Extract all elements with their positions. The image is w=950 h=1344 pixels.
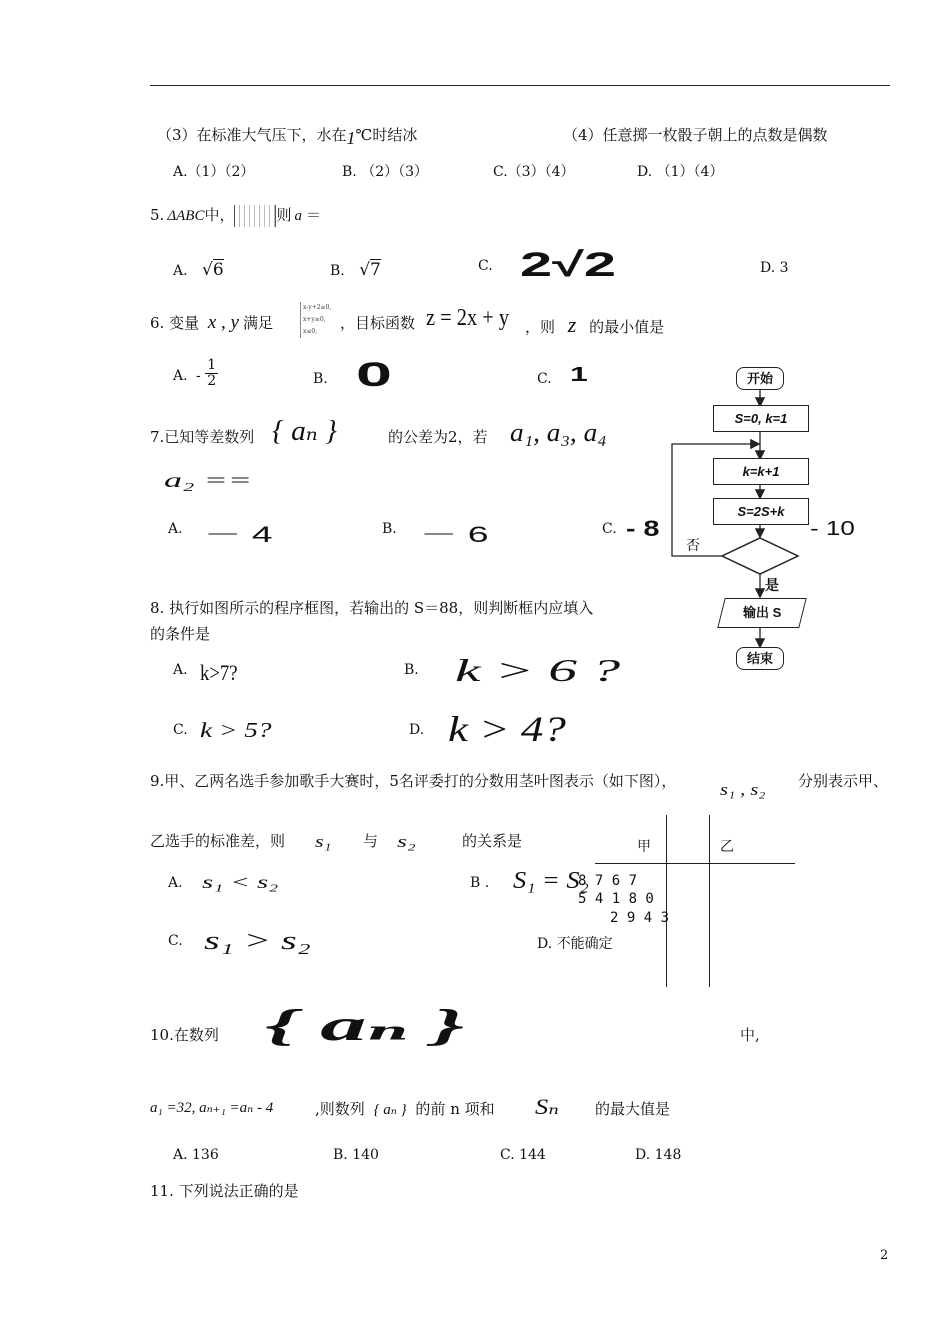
q6-z: z — [567, 312, 577, 337]
q8-line1: 8. 执行如图所示的程序框图，若输出的 S＝88，则判断框内应填入 — [150, 599, 594, 617]
q7-terms — [510, 418, 607, 448]
q6-prefix: 6. 变量 — [150, 314, 200, 332]
q7-option-b-value — [420, 518, 489, 549]
q4-item3-suffix: ℃时结冰 — [355, 126, 418, 144]
q7-sequence-text: { aₙ } — [272, 416, 337, 447]
q8-option-b-text: k > 6 ? — [455, 652, 621, 688]
q10-suffix: 中, — [740, 1026, 760, 1044]
q7-option-c-label: C. — [602, 521, 617, 537]
q8-option-d-value — [448, 708, 566, 750]
flow-output-text: 输出 S — [742, 605, 782, 620]
q5-option-a-label: A. — [173, 263, 188, 279]
sqrt-icon: √ — [359, 260, 371, 280]
stem-row-3: 2 9 4 3 — [610, 910, 670, 926]
q8-option-c-text: k > 5? — [200, 718, 272, 742]
q7-option-c-value — [626, 516, 660, 542]
q7-option-b-label: B. — [382, 521, 397, 537]
q7-line2-text: a₂ == — [164, 470, 253, 492]
q9-option-a-label: A. — [168, 875, 183, 891]
q10-line2-mid2: 的前 n 项和 — [415, 1100, 495, 1118]
q9-s1-text: s₁ — [315, 832, 332, 851]
q6-constraints — [300, 302, 331, 338]
q6-constraint-2: x+y≥0, — [303, 316, 326, 323]
q6-option-a-num: 1 — [207, 357, 217, 373]
q10-sequence — [265, 1000, 465, 1051]
q9-option-b-label: B . — [470, 875, 490, 891]
stem-header-rule — [595, 863, 795, 864]
q10-sn — [535, 1094, 559, 1120]
q9-option-a-text: s₁ < s₂ — [202, 872, 279, 892]
q6-option-a-sign: - — [196, 367, 201, 384]
q4-option-a: A.（1）（2） — [173, 164, 255, 180]
q7-option-d-value — [810, 518, 855, 541]
q10-line2-end: 的最大值是 — [595, 1100, 671, 1118]
q6-option-b-text: 0 — [356, 356, 392, 394]
q6-option-a-den: 2 — [207, 373, 217, 390]
q9-s-pair — [720, 780, 766, 800]
q7-terms-text: a₁, a₃, a₄ — [510, 418, 607, 447]
flow-yes-label: 是 — [765, 578, 779, 594]
q6-option-c-text: 1 — [570, 364, 588, 386]
q9-option-c-text: s₁ > s₂ — [204, 926, 311, 955]
q8-option-b-label: B. — [404, 662, 419, 678]
q10-option-d: D. 148 — [635, 1147, 682, 1163]
q4-option-c: C.（3）（4） — [493, 164, 575, 180]
q10-sn-text: Sₙ — [535, 1094, 559, 1119]
q6-stem — [150, 312, 273, 334]
q5-option-b — [330, 260, 381, 280]
q9-option-a-value — [202, 872, 279, 893]
q9-line2-end: 的关系是 — [462, 832, 523, 850]
q8-line2: 的条件是 — [150, 625, 211, 643]
q5-option-a-value: 6 — [212, 260, 224, 280]
q5-option-b-value: 7 — [370, 260, 381, 280]
stem-head-right: 乙 — [720, 839, 734, 855]
flow-start: 开始 — [736, 367, 784, 390]
q4-item3-prefix: （3）在标准大气压下，水在 — [157, 126, 347, 144]
q5-middle: 中， — [204, 206, 235, 224]
q8-option-c-label: C. — [173, 722, 188, 738]
stem-head-left: 甲 — [637, 839, 651, 855]
q8-option-a-value — [200, 660, 244, 686]
q5-condition-matrix — [234, 205, 276, 227]
q6-constraint-3: x≤0, — [303, 328, 318, 335]
q6-option-c-value — [570, 364, 588, 387]
q10-line2-mid: ,则数列 — [315, 1100, 365, 1118]
q6-option-a — [173, 357, 218, 392]
q6-middle: 满足 — [243, 314, 274, 332]
q5-option-c-text: 2√2 — [520, 246, 617, 284]
q9-s2 — [397, 832, 416, 852]
q9-s2-text: s₂ — [397, 832, 416, 851]
flow-step1: k=k+1 — [713, 458, 809, 485]
q11-stem: 11. 下列说法正确的是 — [150, 1182, 299, 1200]
q6-option-c-label: C. — [537, 371, 552, 387]
stem-row-2: 5 4 1 8 0 — [578, 891, 654, 907]
q6-middle2: ，目标函数 — [340, 314, 416, 332]
flow-no-label: 否 — [686, 538, 700, 554]
header-rule — [150, 85, 890, 86]
q6-middle3: ，则 — [525, 318, 556, 336]
q7-line2 — [164, 470, 253, 493]
q6-stem-3 — [525, 312, 664, 338]
q6-suffix: 的最小值是 — [589, 318, 665, 336]
q8-option-c-value — [200, 718, 272, 743]
q9-line2: 乙选手的标准差，则 — [150, 832, 286, 850]
q4-option-d: D. （1）（4） — [637, 164, 724, 180]
q10-option-c: C. 144 — [500, 1147, 546, 1163]
q9-option-b-value — [513, 868, 589, 895]
q7-sequence — [272, 414, 337, 448]
q9-s-pair-text: s₁ , s₂ — [720, 780, 766, 799]
q5-option-c-value — [520, 246, 617, 285]
q9-line1: 9.甲、乙两名选手参加歌手大赛时，5名评委打的分数用茎叶图表示（如下图）， — [150, 772, 677, 790]
q9-and: 与 — [363, 832, 379, 850]
q9-option-c-label: C. — [168, 933, 183, 949]
q6-option-a-fraction — [205, 358, 218, 390]
q7-option-d-text: - 10 — [810, 518, 855, 540]
q6-function-text: z = 2x + y — [426, 305, 510, 331]
q7-option-b-text: － 6 — [420, 522, 489, 547]
page-number: 2 — [880, 1248, 889, 1263]
q4-item3 — [157, 124, 418, 148]
q7-prefix: 7.已知等差数列 — [150, 428, 255, 446]
q6-constraint-1: x-y+2≥0, — [303, 304, 332, 311]
q10-option-a: A. 136 — [173, 1147, 219, 1163]
q6-function — [426, 305, 524, 332]
q7-option-a-text: － 4 — [204, 522, 273, 547]
q6-option-a-label: A. — [173, 367, 188, 384]
q5-option-b-label: B. — [330, 263, 345, 279]
stem-line-right — [709, 815, 710, 987]
q5-option-a — [173, 260, 224, 280]
stem-line-left — [666, 815, 667, 987]
q5-stem — [150, 204, 321, 227]
q5-triangle: ΔABC — [167, 208, 205, 224]
q5-var-a: a — [294, 208, 302, 224]
q9-option-c-value — [204, 926, 311, 956]
flow-init: S=0, k=1 — [713, 405, 809, 432]
q4-item3-num: 1 — [346, 128, 356, 148]
q9-line1-end: 分别表示甲、 — [798, 772, 889, 790]
q5-suffix: 则 — [276, 206, 292, 224]
q10-option-b: B. 140 — [333, 1147, 379, 1163]
q8-option-d-text: k > 4? — [448, 709, 566, 749]
flow-step2: S=2S+k — [713, 498, 809, 525]
q6-option-b-label: B. — [313, 371, 328, 387]
decision-diamond — [722, 538, 798, 574]
q5-equals: ＝ — [305, 206, 321, 224]
q7-option-c-text: - 8 — [626, 516, 660, 541]
q5-option-d: D. 3 — [760, 260, 789, 276]
q10-line2-seq: { aₙ } — [373, 1102, 407, 1118]
q8-option-a-text: k>7? — [200, 660, 238, 685]
q5-option-c-label: C. — [478, 258, 493, 274]
flow-output — [717, 598, 806, 628]
stem-row-1: 8 7 6 7 — [578, 873, 638, 889]
q7-option-a-value — [204, 518, 273, 549]
q9-s1 — [315, 832, 332, 852]
q6-stem-2 — [340, 312, 415, 333]
q4-option-b: B. （2）（3） — [342, 164, 429, 180]
q9-option-b-text: S₁ = S₂ — [513, 868, 589, 894]
q7-option-a-label: A. — [168, 521, 183, 537]
flow-end: 结束 — [736, 647, 784, 670]
q6-vars: x , y — [207, 312, 239, 333]
q6-option-b-value — [356, 356, 392, 395]
sqrt-icon: √ — [202, 260, 213, 280]
q10-formula: a₁ =32, aₙ₊₁ =aₙ - 4 — [150, 1100, 274, 1116]
q7-middle: 的公差为2，若 — [388, 428, 488, 446]
q8-option-d-label: D. — [409, 722, 425, 738]
q8-option-b-value — [455, 652, 621, 689]
q10-sequence-text: { aₙ } — [265, 1001, 465, 1050]
q5-number: 5. — [150, 206, 165, 224]
q4-item4: （4）任意掷一枚骰子朝上的点数是偶数 — [563, 126, 828, 144]
q9-option-d: D. 不能确定 — [537, 936, 613, 952]
q10-line2 — [315, 1098, 495, 1119]
q10-prefix: 10.在数列 — [150, 1026, 219, 1044]
q8-option-a-label: A. — [173, 662, 188, 678]
